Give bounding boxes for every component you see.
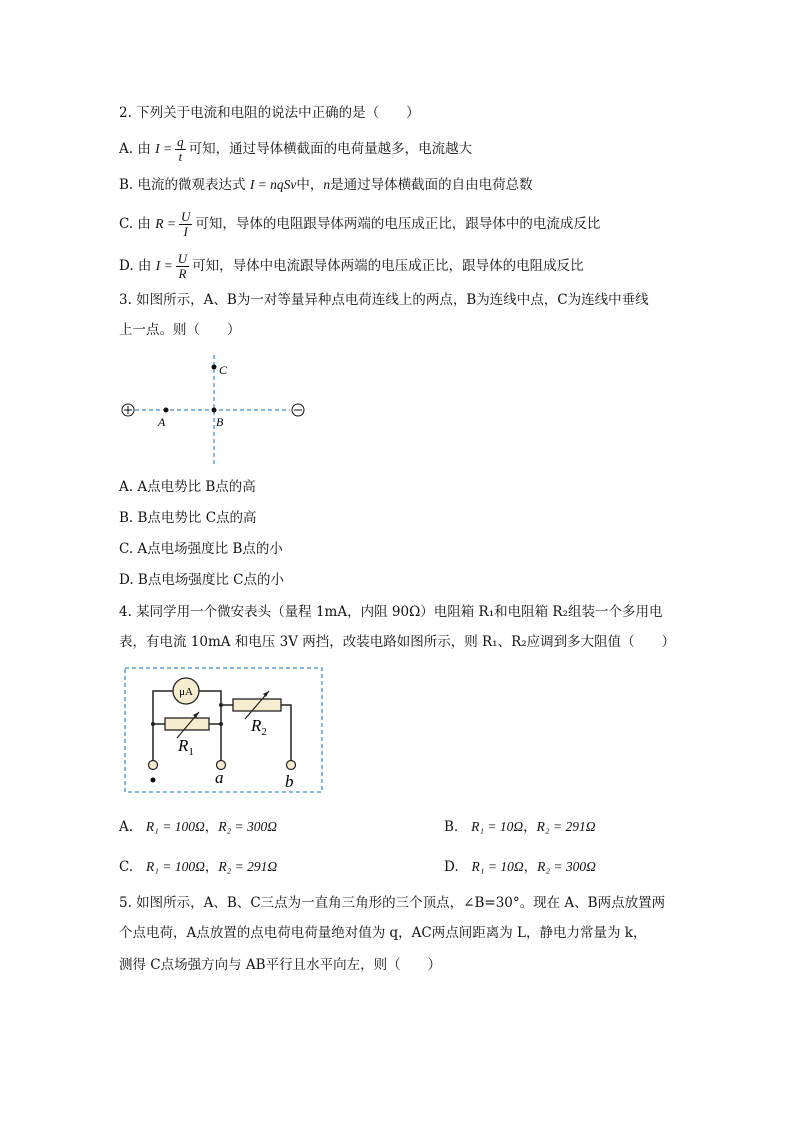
label-b-terminal: b bbox=[285, 772, 294, 791]
q4-option-a: A. R₁ = 100Ω，R₂ = 300Ω bbox=[119, 819, 278, 835]
q4-circuit-figure bbox=[123, 666, 325, 796]
q3-option-c: C. A点电场强度比 B点的小 bbox=[119, 541, 283, 557]
q3-option-a: A. A点电势比 B点的高 bbox=[119, 479, 256, 495]
r2-label: $R_2$ bbox=[251, 716, 267, 738]
q3-stem-line1: 3. 如图所示，A、B为一对等量异种点电荷连线上的两点，B为连线中点，C为连线中垂线 bbox=[119, 292, 649, 308]
label-a: A bbox=[158, 415, 166, 429]
q2-option-c: C. 由 R = $\frac{U}{I}$ 可知，导体的电阻跟导体两端的电压成正比，跟导体中的电流成反比 bbox=[119, 209, 601, 239]
r1-label: $R_1$ bbox=[178, 736, 194, 758]
point-b bbox=[212, 408, 217, 413]
q5-line1: 5. 如图所示，A、B、C三点为一直角三角形的三个顶点，∠B=30°。现在 A、B两点放置两 bbox=[119, 895, 666, 911]
meter-label: μA bbox=[179, 686, 193, 698]
microammeter-icon bbox=[173, 678, 199, 704]
q4-stem-line2: 表，有电流 10mA 和电压 3V 两挡，改装电路如图所示，则 R₁、R₂应调到多大阻值（ ） bbox=[119, 634, 676, 650]
resistor-r2-icon bbox=[233, 691, 281, 719]
q2-stem: 2. 下列关于电流和电阻的说法中正确的是（ ） bbox=[119, 105, 420, 121]
q3-option-d: D. B点电场强度比 C点的小 bbox=[119, 572, 284, 588]
negative-charge-icon bbox=[292, 404, 304, 416]
q4-option-b: B. R₁ = 10Ω，R₂ = 291Ω bbox=[444, 819, 596, 835]
label-c: C bbox=[219, 363, 228, 377]
q3-stem-line2: 上一点。则（ ） bbox=[119, 322, 241, 338]
q4-option-d: D. R₁ = 10Ω，R₂ = 300Ω bbox=[444, 859, 596, 875]
q5-line2: 个点电荷，A点放置的点电荷电荷量绝对值为 q，AC两点间距离为 L，静电力常量为 k， bbox=[119, 925, 647, 941]
q3-charge-figure bbox=[115, 350, 315, 468]
terminal-b bbox=[287, 761, 296, 770]
q2-option-a: A. 由 I = $\frac{q}{t}$ 可知，通过导体横截面的电荷量越多，电流越大 bbox=[119, 134, 473, 164]
terminal-common bbox=[149, 761, 158, 770]
label-b: B bbox=[216, 415, 224, 429]
label-a-terminal: a bbox=[215, 768, 224, 787]
point-c bbox=[212, 365, 217, 370]
positive-charge-icon bbox=[122, 404, 134, 416]
q2-option-b: B. 电流的微观表达式 I = nqSv中，n是通过导体横截面的自由电荷总数 bbox=[119, 177, 533, 193]
point-a bbox=[164, 408, 169, 413]
q5-line3: 测得 C点场强方向与 AB平行且水平向左，则（ ） bbox=[119, 957, 442, 973]
q2-option-d: D. 由 I = $\frac{U}{R}$ 可知，导体中电流跟导体两端的电压成正比，跟导体的电阻成反比 bbox=[119, 251, 584, 281]
q3-option-b: B. B点电势比 C点的高 bbox=[119, 510, 257, 526]
resistor-r1-icon bbox=[165, 712, 209, 738]
q4-option-c: C. R₁ = 100Ω，R₂ = 291Ω bbox=[119, 859, 278, 875]
q4-stem-line1: 4. 某同学用一个微安表头（量程 1mA，内阻 90Ω）电阻箱 R₁和电阻箱 R₂组装一个多用电 bbox=[119, 604, 663, 620]
